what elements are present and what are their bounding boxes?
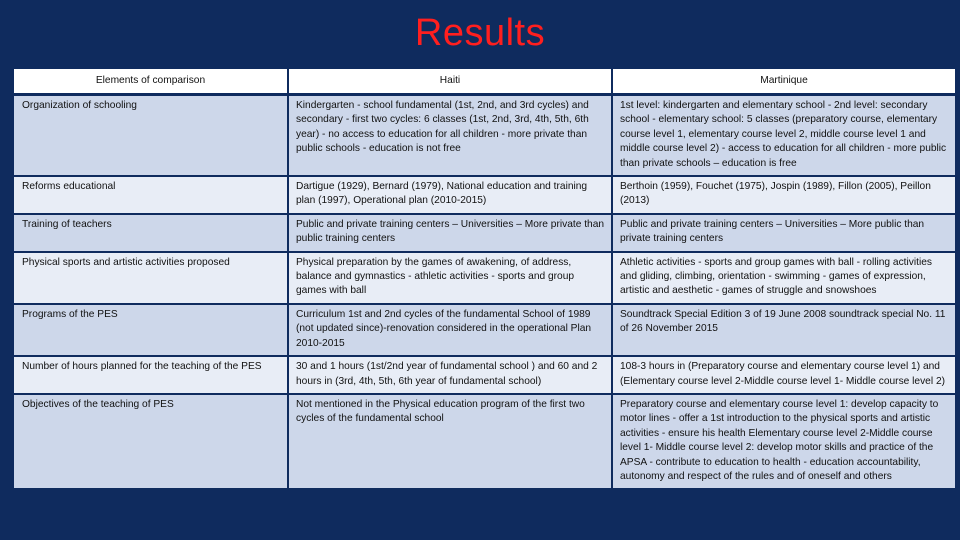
row-label: Number of hours planned for the teaching of the PES <box>14 357 289 395</box>
haiti-cell: Dartigue (1929), Bernard (1979), National education and training plan (1997), Operational plan (2010-2015) <box>289 177 613 215</box>
martinique-cell: Soundtrack Special Edition 3 of 19 June 2008 soundtrack special No. 11 of 26 November 2015 <box>613 305 955 357</box>
haiti-cell: Physical preparation by the games of awakening, of address, balance and gymnastics - athletic activities - sports and group games with ball <box>289 253 613 305</box>
haiti-cell: Not mentioned in the Physical education program of the first two cycles of the fundamental school <box>289 395 613 490</box>
table-row <box>14 395 955 490</box>
table-row <box>14 357 955 395</box>
haiti-cell: Kindergarten - school fundamental (1st, 2nd, and 3rd cycles) and secondary - first two cycles: 6 classes (1st, 2nd, 3rd, 4th, 5th, 6th year) - no access to education for all children - more private than public schools - education is not free <box>289 96 613 177</box>
row-label: Objectives of the teaching of PES <box>14 395 289 490</box>
header-row <box>14 69 955 96</box>
table-row <box>14 305 955 357</box>
martinique-cell: Preparatory course and elementary course level 1: develop capacity to motor lines - offer a 1st introduction to the physical sports and artistic activities - ensure his health Elementary course level 2-Middle course level 1- Middle course level 2: develop motor skills and practice of the APSA - contribute to education to health - education accountability, autonomy and respect of the rules and of oneself and others <box>613 395 955 490</box>
results-table <box>14 69 955 490</box>
row-label: Programs of the PES <box>14 305 289 357</box>
header-haiti: Haiti <box>289 69 613 96</box>
row-label: Reforms educational <box>14 177 289 215</box>
header-elements-of-comparison: Elements of comparison <box>14 69 289 96</box>
slide-title: Results <box>414 12 546 54</box>
haiti-cell: Public and private training centers – Universities – More private than public training centers <box>289 215 613 253</box>
table-row <box>14 253 955 305</box>
martinique-cell: 108-3 hours in (Preparatory course and elementary course level 1) and (Elementary course level 2-Middle course level 1- Middle course level 2) <box>613 357 955 395</box>
table-row <box>14 215 955 253</box>
row-label: Organization of schooling <box>14 96 289 177</box>
martinique-cell: 1st level: kindergarten and elementary school - 2nd level: secondary school - elementary school: 5 classes (preparatory course, elementary course level 1, elementary course level 2, middle course level 1 and middle course level 2) - access to education for all children - more public than private schools – education is free <box>613 96 955 177</box>
martinique-cell: Athletic activities - sports and group games with ball - rolling activities and gliding, climbing, orientation - swimming - games of expression, artistic and aesthetic - games of struggle and snowshoes <box>613 253 955 305</box>
header-martinique: Martinique <box>613 69 955 96</box>
row-label: Training of teachers <box>14 215 289 253</box>
haiti-cell: 30 and 1 hours (1st/2nd year of fundamental school ) and 60 and 2 hours in (3rd, 4th, 5th, 6th year of fundamental school) <box>289 357 613 395</box>
martinique-cell: Public and private training centers – Universities – More public than private training centers <box>613 215 955 253</box>
haiti-cell: Curriculum 1st and 2nd cycles of the fundamental School of 1989 (not updated since)-renovation considered in the operational Plan 2010-2015 <box>289 305 613 357</box>
martinique-cell: Berthoin (1959), Fouchet (1975), Jospin (1989), Fillon (2005), Peillon (2013) <box>613 177 955 215</box>
table-row <box>14 177 955 215</box>
row-label: Physical sports and artistic activities proposed <box>14 253 289 305</box>
table-row <box>14 96 955 177</box>
